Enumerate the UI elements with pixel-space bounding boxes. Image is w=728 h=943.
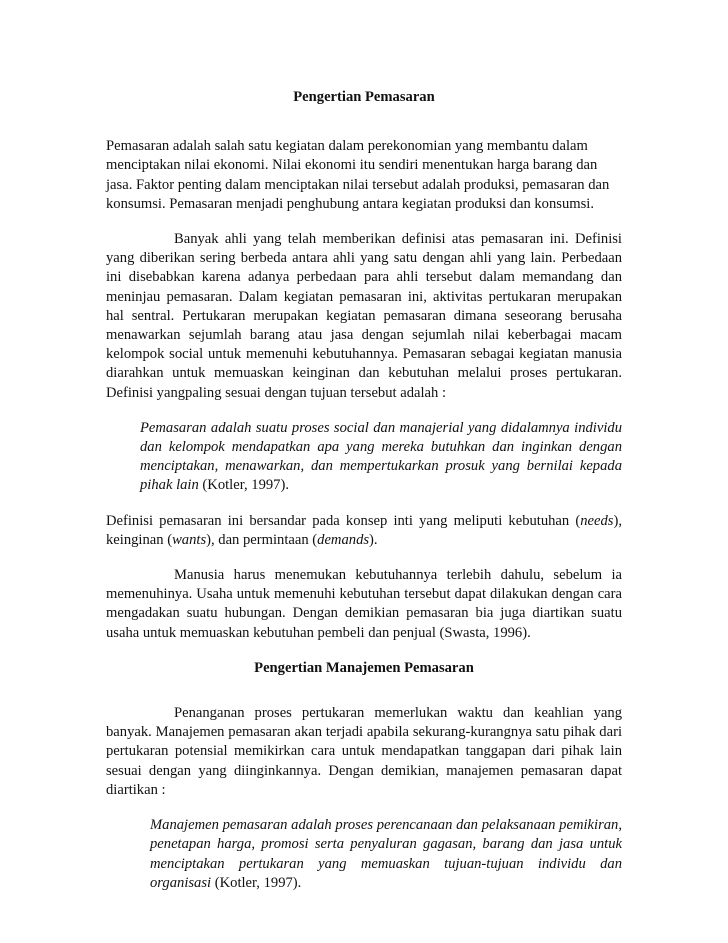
paragraph-konsep-inti (106, 512, 622, 550)
quote-definisi-pemasaran (140, 419, 622, 496)
section-title-manajemen-pemasaran: Pengertian Manajemen Pemasaran (254, 659, 474, 676)
paragraph-definisi-ahli: Banyak ahli yang telah memberikan definisi atas pemasaran ini. Definisi yang diberikan sering berbeda antara ahli yang satu dengan ahli yang lain. Perbedaan ini disebabkan karena adanya perbedaan para ahli tersebut dalam memandang dan meninjau pemasaran. Dalam kegiatan pemasaran ini, aktivitas pertukaran merupakan hal sentral. Pertukaran merupakan kegiatan pemasaran dimana seseorang berusaha menawarkan sejumlah barang atau jasa dengan sejumlah nilai keberbagai macam kelompok social untuk memenuhi kebutuhannya. Pemasaran sebagai kegiatan manusia diarahkan untuk memuaskan keinginan dan kebutuhan melalui proses pertukaran. Definisi yangpaling sesuai dengan tujuan tersebut adalah : (106, 231, 622, 401)
paragraph-manajemen: Penanganan proses pertukaran memerlukan waktu dan keahlian yang banyak. Manajemen pemasaran akan terjadi apabila sekurang-kurangnya satu pihak dari pertukaran potensial memikirkan cara untuk mendapatkan tanggapan dari pihak lain sesuai dengan yang diinginkannya. Dengan demikian, manajemen pemasaran dapat diartikan : (106, 705, 622, 798)
paragraph-kebutuhan: Manusia harus menemukan kebutuhannya terlebih dahulu, sebelum ia memenuhinya. Usaha untuk memenuhi kebutuhan tersebut dapat dilakukan dengan cara mengadakan suatu hubungan. Dengan demikian pemasaran bia juga diartikan suatu usaha untuk memuaskan kebutuhan pembeli dan penjual (Swasta, 1996). (106, 567, 622, 641)
quote-text: Pemasaran adalah suatu proses social dan manajerial yang didalamnya individu dan kelompok mendapatkan apa yang mereka butuhkan dan inginkan dengan menciptakan, menawarkan, dan mempertukarkan prosuk yang bernilai kepada pihak lain (140, 419, 622, 494)
quote-definisi-manajemen (150, 816, 622, 893)
term-needs: needs (580, 512, 614, 529)
quote-text: Manajemen pemasaran adalah proses perencanaan dan pelaksanaan pemikiran, penetapan harga, promosi serta penyaluran gagasan, barang dan jasa untuk menciptakan pertukaran yang memuaskan tujuan-tujuan individu dan organisasi (150, 817, 622, 891)
quote-reference: (Kotler, 1997). (211, 874, 302, 891)
section-title-pengertian-pemasaran: Pengertian Pemasaran (293, 89, 435, 105)
text-segment: ). (369, 531, 378, 548)
quote-reference: (Kotler, 1997). (198, 477, 289, 494)
text-segment: ), dan permintaan ( (206, 531, 318, 548)
text-segment: ), keinginan ( (106, 512, 622, 548)
paragraph-intro: Pemasaran adalah salah satu kegiatan dalam perekonomian yang membantu dalam menciptakan nilai ekonomi. Nilai ekonomi itu sendiri menentukan harga barang dan jasa. Faktor penting dalam menciptakan nilai tersebut adalah produksi, pemasaran dan konsumsi. Pemasaran menjadi penghubung antara kegiatan produksi dan konsumsi. (106, 138, 610, 212)
text-segment: Definisi pemasaran ini bersandar pada konsep inti yang meliputi kebutuhan ( (106, 512, 581, 529)
term-demands: demands (317, 531, 370, 548)
term-wants: wants (172, 531, 207, 548)
